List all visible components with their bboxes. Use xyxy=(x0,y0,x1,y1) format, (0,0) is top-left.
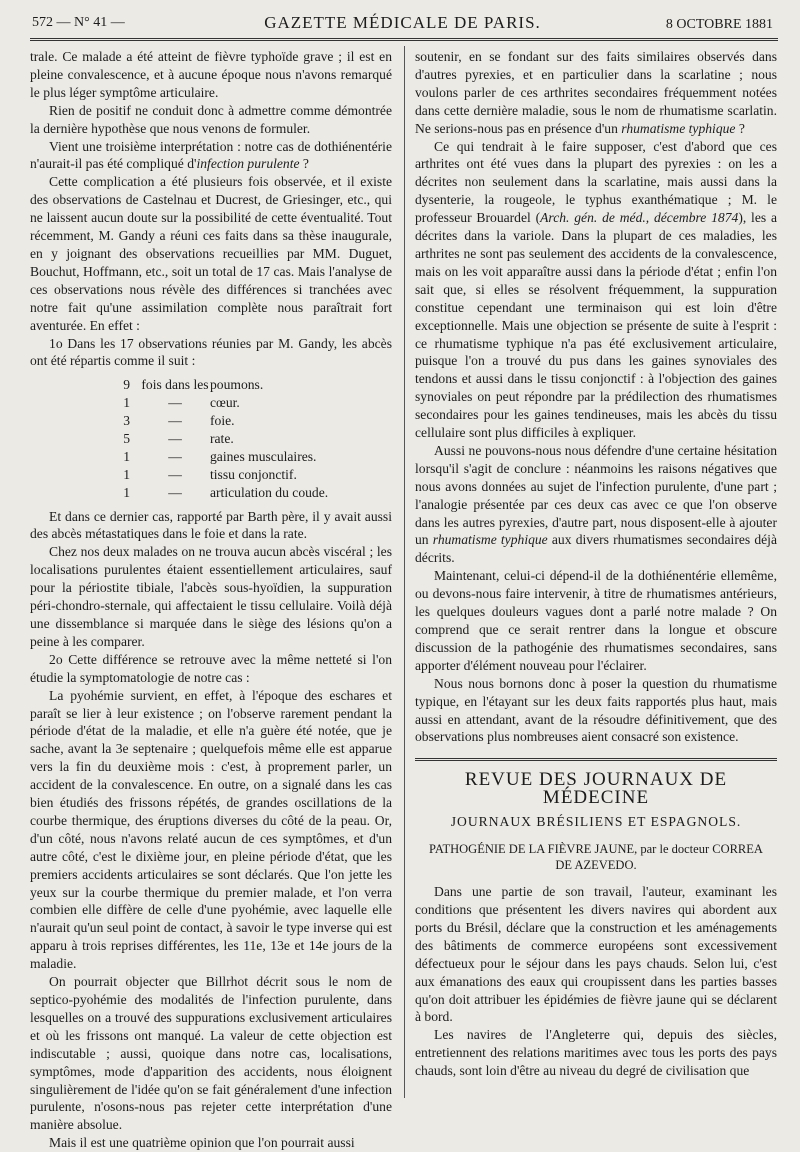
paragraph: Les navires de l'Angleterre qui, depuis des siècles, entretiennent des relations maritimes avec tous les ports des pays chauds, sont loin d'être au niveau du degré de civilisation que xyxy=(415,1027,777,1079)
paragraph: Rien de positif ne conduit donc à admettre comme démontrée la dernière hypothèse que nous venons de formuler. xyxy=(30,102,392,136)
journal-title: GAZETTE MÉDICALE DE PARIS. xyxy=(264,13,541,32)
column-divider xyxy=(404,46,405,1098)
paragraph: Maintenant, celui-ci dépend-il de la dothiénentérie ellemême, ou devons-nous faire intervenir, à titre de rhumatismes antérieurs, les quelques douleurs vagues dont a parlé notre malade ? On comprend que ce serait rentrer dans la longue et obscure discussion de la pathogénie des rhumatismes secondaires, sans apporter d'élément nouveau pour l'éclairer. xyxy=(415,568,777,673)
list-item: 1 — tissu conjonctif. xyxy=(123,466,297,482)
paragraph: On pourrait objecter que Billrhot décrit sous le nom de septico-pyohémie des modalités de l'infection purulente, dans lesquelles on a trouvé des suppurations exclusivement articulaires et où les frissons ont manqué. La valeur de cette objection est indiscutable ; aussi, quoique dans notre cas, localisations, symptômes, mode d'apparition des accidents, nous éloignent singulièrement de l'idée qu'on se fait généralement d'une infection purulente, n'osons-nous pas rejeter cette interprétation d'une manière absolue. xyxy=(30,974,392,1133)
paragraph: Ce qui tendrait à le faire supposer, c'est d'abord que ces arthrites ont été vues dans la plupart des pyrexies : on les a décrites non seulement dans la scarlatine, mais aussi dans la dysenterie, la rougeole, le typhus exanthématique ; M. le professeur Brouardel (Arch. gén. de méd., décembre 1874), les a décrites dans la variole. Dans la plupart de ces maladies, les arthrites ne sont pas seulement des accidents de la convalescence, mais on les voit apparaître aussi dans la période d'état ; enfin l'on sait que, si elles se résolvent fréquemment, la suppuration constitue cependant une terminaison qui est loin d'être exceptionnelle. Mais une objection se présente de suite à l'esprit : ce rhumatisme typhique n'a pas été exclusivement articulaire, puisque l'on a trouvé du pus dans les gaines synoviales des tendons et aussi dans le tissu conjonctif : à l'objection des gaines synoviales on peut répondre par la prédilection des rhumatismes secondaires pour les gaines tendineuses, mais les abcès du tissu cellulaire sont plus difficiles à expliquer. xyxy=(415,138,777,441)
section-subtitle: JOURNAUX BRÉSILIENS ET ESPAGNOLS. xyxy=(450,814,742,830)
paragraph: 2o Cette différence se retrouve avec la même netteté si l'on étudie la symptomatologie de notre cas : xyxy=(30,651,392,685)
list-item: 3 — foie. xyxy=(123,413,235,429)
list-item: 1 — gaines musculaires. xyxy=(123,448,317,464)
paragraph: soutenir, en se fondant sur des faits similaires observés dans d'autres pyrexies, et en particulier dans la scarlatine ; nous voulons parler de ces arthrites secondaires fréquemment notées dans cette dernière maladie, sous le nom de rhumatisme scarlatin. Ne serions-nous pas en présence d'un rhumatisme typhique ? xyxy=(415,49,777,136)
section-rule xyxy=(415,758,777,761)
list-item: 9 fois dans les poumons. xyxy=(123,377,264,393)
paragraph: Mais il est une quatrième opinion que l'on pourrait aussi xyxy=(49,1135,355,1151)
list-item: 1 — cœur. xyxy=(123,395,240,411)
paragraph: 1o Dans les 17 observations réunies par M. Gandy, les abcès ont été répartis comme il suit : xyxy=(30,335,392,369)
paragraph: Aussi ne pouvons-nous nous défendre d'une certaine hésitation lorsqu'il s'agit de conclure : néanmoins les raisons négatives que nous avons données au sujet de l'infection purulente, d'une part ; l'analogie présentée par ces deux cas avec ce que l'on observe dans les autres pyrexies, d'autre part, nous disposent-elle à ajouter un rhumatisme typhique aux divers rhumatismes secondaires déjà décrits. xyxy=(415,442,777,566)
list-item: 5 — rate. xyxy=(123,430,234,446)
header-rule xyxy=(30,38,778,41)
right-column xyxy=(415,48,777,1098)
paragraph: Dans une partie de son travail, l'auteur, examinant les conditions que présentent les divers navires qui abordent aux ports du Brésil, déclare que la construction et les aménagements des bâtiments de commerce européens sont excessivement défectueux pour le séjour dans les pays chauds. Selon lui, c'est aux émanations des eaux qui croupissent dans les parties basses qu'on doit attribuer les épidémies de fièvre jaune qui se déclarent à bord. xyxy=(415,884,777,1025)
page-header xyxy=(30,12,775,38)
paragraph: Nous nous bornons donc à poser la question du rhumatisme typique, en l'étayant sur les deux faits rapportés plus haut, mais aussi en attendant, avant de la résoudre définitivement, que des observations plus nombreuses aient consacré son existence. xyxy=(415,675,777,745)
paragraph: trale. Ce malade a été atteint de fièvre typhoïde grave ; il est en pleine convalescence, et à aucune époque nous n'avons remarqué le plus léger symptôme articulaire. xyxy=(30,49,392,100)
section-title: REVUE DES JOURNAUX DE MÉDECINE xyxy=(464,769,728,809)
paragraph: Et dans ce dernier cas, rapporté par Barth père, il y avait aussi des abcès métastatiques dans le foie et dans la rate. xyxy=(30,508,392,542)
paragraph: Vient une troisième interprétation : notre cas de dothiénentérie n'aurait-il pas été compliqué d'infection purulente ? xyxy=(30,138,392,172)
page-number: 572 — N° 41 — xyxy=(32,15,125,30)
paragraph: La pyohémie survient, en effet, à l'époque des eschares et paraît se lier à leur existence ; on l'observe rarement pendant la période d'état de la maladie, et elle n'a guère été notée, que je sache, avant la 3e septenaire ; quelquefois même elle est apparue vers la fin du deuxième mois : c'est, à proprement parler, un accident de la convalescence. En outre, on a signalé dans les cas bien étudiés des frissons répétés, de grandes oscillations de la courbe thermique, des éruptions diverses du côté de la peau. Or, d'un côté, nous n'avons relaté aucun de ces symptômes, et d'un autre côté, c'est le dixième jour, en pleine période d'état, que les premiers accidents articulaires se sont déclarés. Que l'on jette les yeux sur la courbe thermique du premier malade, et l'on verra combien elle diffère de celle d'une pyohémie, avec laquelle elle n'aurait qu'un seul point de contact, à savoir le type inverse qui est apparu à trois reprises différentes, les 11e, 13e et 14e jours de la maladie. xyxy=(30,687,392,972)
paragraph: Cette complication a été plusieurs fois observée, et il existe des observations de Castelnau et Ducrest, de Griesinger, etc., qui ne laissent aucun doute sur la possibilité de cette éventualité. Tout récemment, M. Gandy a réuni ces faits dans sa thèse inaugurale, en y joignant des observations recueillies par MM. Duguet, Bouchut, Hoffmann, etc., soit un total de 17 cas. Mais l'analyse de ces observations nous révèle des différences si tranchées avec notre fait qu'une assimilation complète nous paraîtrait fort aventurée. En effet : xyxy=(30,174,392,333)
abscess-list xyxy=(30,376,392,501)
issue-date: 8 OCTOBRE 1881 xyxy=(665,17,773,32)
left-column xyxy=(30,48,392,1151)
list-item: 1 — articulation du coude. xyxy=(123,484,329,500)
paragraph: Chez nos deux malades on ne trouva aucun abcès viscéral ; les localisations purulentes étaient essentiellement articulaires, sauf pour la périostite tibiale, l'abcès sous-hyoïdien, la suppuration péri-chondro-sternale, qui affectaient le tissu cellulaire. Voilà déjà une dissemblance si marquée dans le siège des lésions qu'on a peine à les comparer. xyxy=(30,544,392,649)
article-title: PATHOGÉNIE DE LA FIÈVRE JAUNE, par le docteur CORREA DE AZEVEDO. xyxy=(429,842,763,873)
